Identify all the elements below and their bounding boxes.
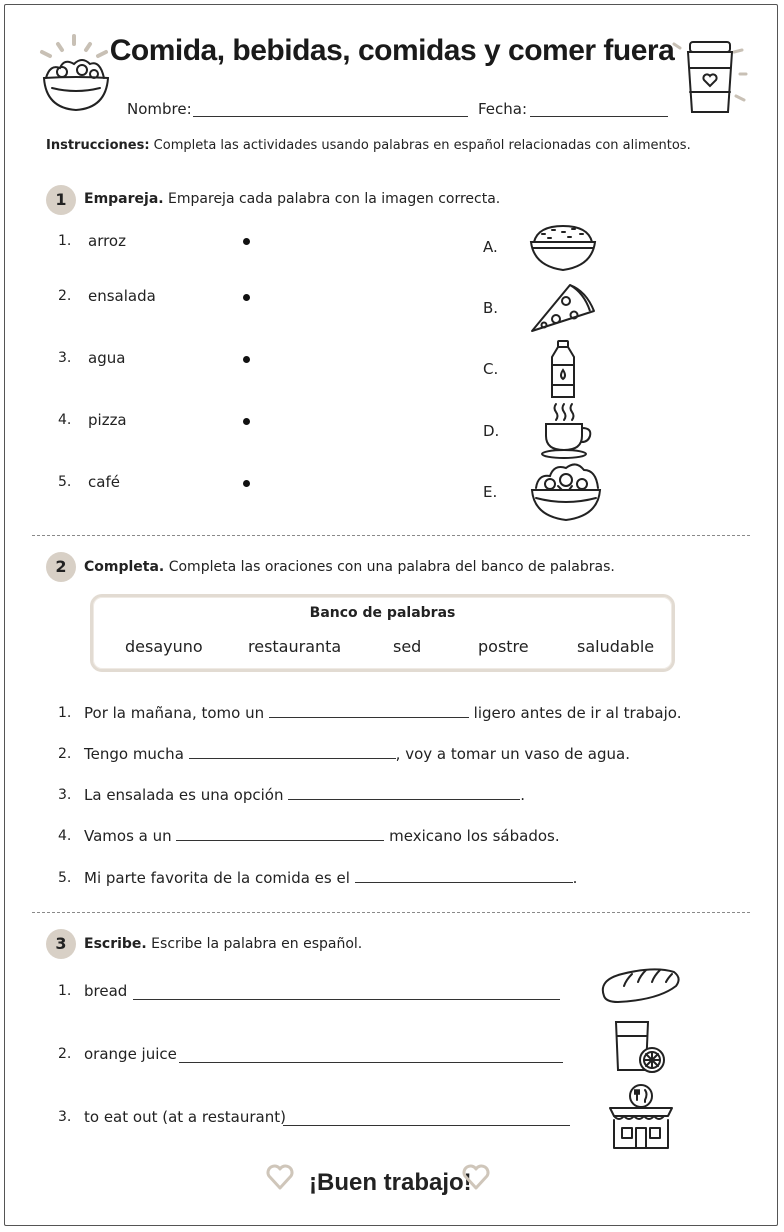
section-3-heading: [84, 936, 362, 952]
sentence: [84, 786, 525, 804]
instructions-text: Completa las actividades usando palabras en español relacionadas con alimentos.: [149, 138, 691, 153]
bank-word: restauranta: [248, 637, 342, 656]
section-3-text: Escribe la palabra en español.: [146, 936, 363, 952]
sentence-before: La ensalada es una opción: [84, 786, 289, 804]
image-letter: D.: [483, 422, 500, 440]
sentence: [84, 745, 630, 763]
footer-message: ¡Buen trabajo!: [309, 1169, 472, 1196]
match-number: 3.: [58, 350, 72, 366]
answer-blank[interactable]: [269, 705, 469, 718]
water-bottle-icon: [548, 339, 578, 401]
image-letter: B.: [483, 299, 499, 317]
answer-blank[interactable]: [176, 828, 384, 841]
sentence-number: 1.: [58, 705, 72, 721]
prompt-word: bread: [84, 982, 128, 1000]
rice-bowl-icon: [528, 222, 598, 274]
section-3-title: Escribe.: [84, 936, 147, 952]
sentence: [84, 704, 681, 722]
section-divider: [32, 912, 750, 913]
fecha-label: Fecha:: [478, 100, 528, 118]
match-dot[interactable]: [243, 294, 250, 301]
match-dot[interactable]: [243, 418, 250, 425]
answer-blank[interactable]: [288, 787, 520, 800]
match-word: arroz: [88, 232, 126, 250]
match-number: 4.: [58, 412, 72, 428]
image-letter: A.: [483, 238, 498, 256]
match-dot[interactable]: [243, 238, 250, 245]
sentence-before: Mi parte favorita de la comida es el: [84, 869, 355, 887]
heart-icon: [462, 1164, 490, 1190]
bank-word: sed: [393, 637, 422, 656]
image-letter: E.: [483, 483, 498, 501]
match-number: 1.: [58, 233, 72, 249]
match-word: agua: [88, 349, 126, 367]
section-1-text: Empareja cada palabra con la imagen correcta.: [163, 191, 501, 207]
restaurant-icon: [606, 1082, 676, 1152]
sentence-after: .: [520, 786, 526, 804]
word-bank-title: Banco de palabras: [309, 605, 456, 621]
bread-icon: [598, 966, 682, 1006]
prompt-word: to eat out (at a restaurant): [84, 1108, 286, 1126]
nombre-label: Nombre:: [127, 100, 192, 118]
bank-word: desayuno: [125, 637, 203, 656]
sentence-after: mexicano los sábados.: [384, 827, 560, 845]
salad-bowl-icon: [530, 462, 602, 524]
bank-word: postre: [478, 637, 529, 656]
prompt-number: 3.: [58, 1109, 72, 1125]
section-2-heading: [84, 559, 615, 575]
answer-blank[interactable]: [189, 746, 396, 759]
section-1-title: Empareja.: [84, 191, 164, 207]
section-3-badge: 3: [46, 929, 76, 959]
sentence: [84, 827, 560, 845]
sentence-number: 4.: [58, 828, 72, 844]
sentence-number: 2.: [58, 746, 72, 762]
section-2-badge: 2: [46, 552, 76, 582]
section-1-badge: 1: [46, 185, 76, 215]
prompt-word: orange juice: [84, 1045, 177, 1063]
match-number: 2.: [58, 288, 72, 304]
sentence-before: Tengo mucha: [84, 745, 189, 763]
match-dot[interactable]: [243, 480, 250, 487]
sentence-number: 5.: [58, 870, 72, 886]
match-word: pizza: [88, 411, 127, 429]
fecha-field[interactable]: [530, 102, 668, 117]
instructions: [46, 138, 691, 153]
section-1-heading: [84, 191, 500, 207]
sentence: [84, 869, 577, 887]
page-title: Comida, bebidas, comidas y comer fuera: [109, 34, 675, 67]
instructions-label: Instrucciones:: [46, 138, 150, 153]
sentence-after: ligero antes de ir al trabajo.: [468, 704, 682, 722]
section-divider: [32, 535, 750, 536]
section-2-title: Completa.: [84, 559, 165, 575]
answer-line[interactable]: [133, 985, 560, 1000]
heart-icon: [266, 1164, 294, 1190]
orange-juice-icon: [612, 1018, 668, 1078]
sentence-after: .: [572, 869, 578, 887]
bank-word: saludable: [577, 637, 655, 656]
match-word: café: [88, 473, 120, 491]
answer-line[interactable]: [283, 1111, 570, 1126]
sentence-number: 3.: [58, 787, 72, 803]
section-2-text: Completa las oraciones con una palabra del banco de palabras.: [164, 559, 615, 575]
image-letter: C.: [483, 360, 499, 378]
prompt-number: 1.: [58, 983, 72, 999]
pizza-slice-icon: [530, 281, 598, 335]
word-bank: [90, 594, 675, 672]
sentence-after: , voy a tomar un vaso de agua.: [395, 745, 630, 763]
answer-blank[interactable]: [355, 870, 573, 883]
coffee-cup-icon: [538, 402, 594, 460]
sentence-before: Por la mañana, tomo un: [84, 704, 269, 722]
match-dot[interactable]: [243, 356, 250, 363]
match-word: ensalada: [88, 287, 156, 305]
answer-line[interactable]: [179, 1048, 563, 1063]
prompt-number: 2.: [58, 1046, 72, 1062]
nombre-field[interactable]: [193, 102, 468, 117]
sentence-before: Vamos a un: [84, 827, 177, 845]
match-number: 5.: [58, 474, 72, 490]
